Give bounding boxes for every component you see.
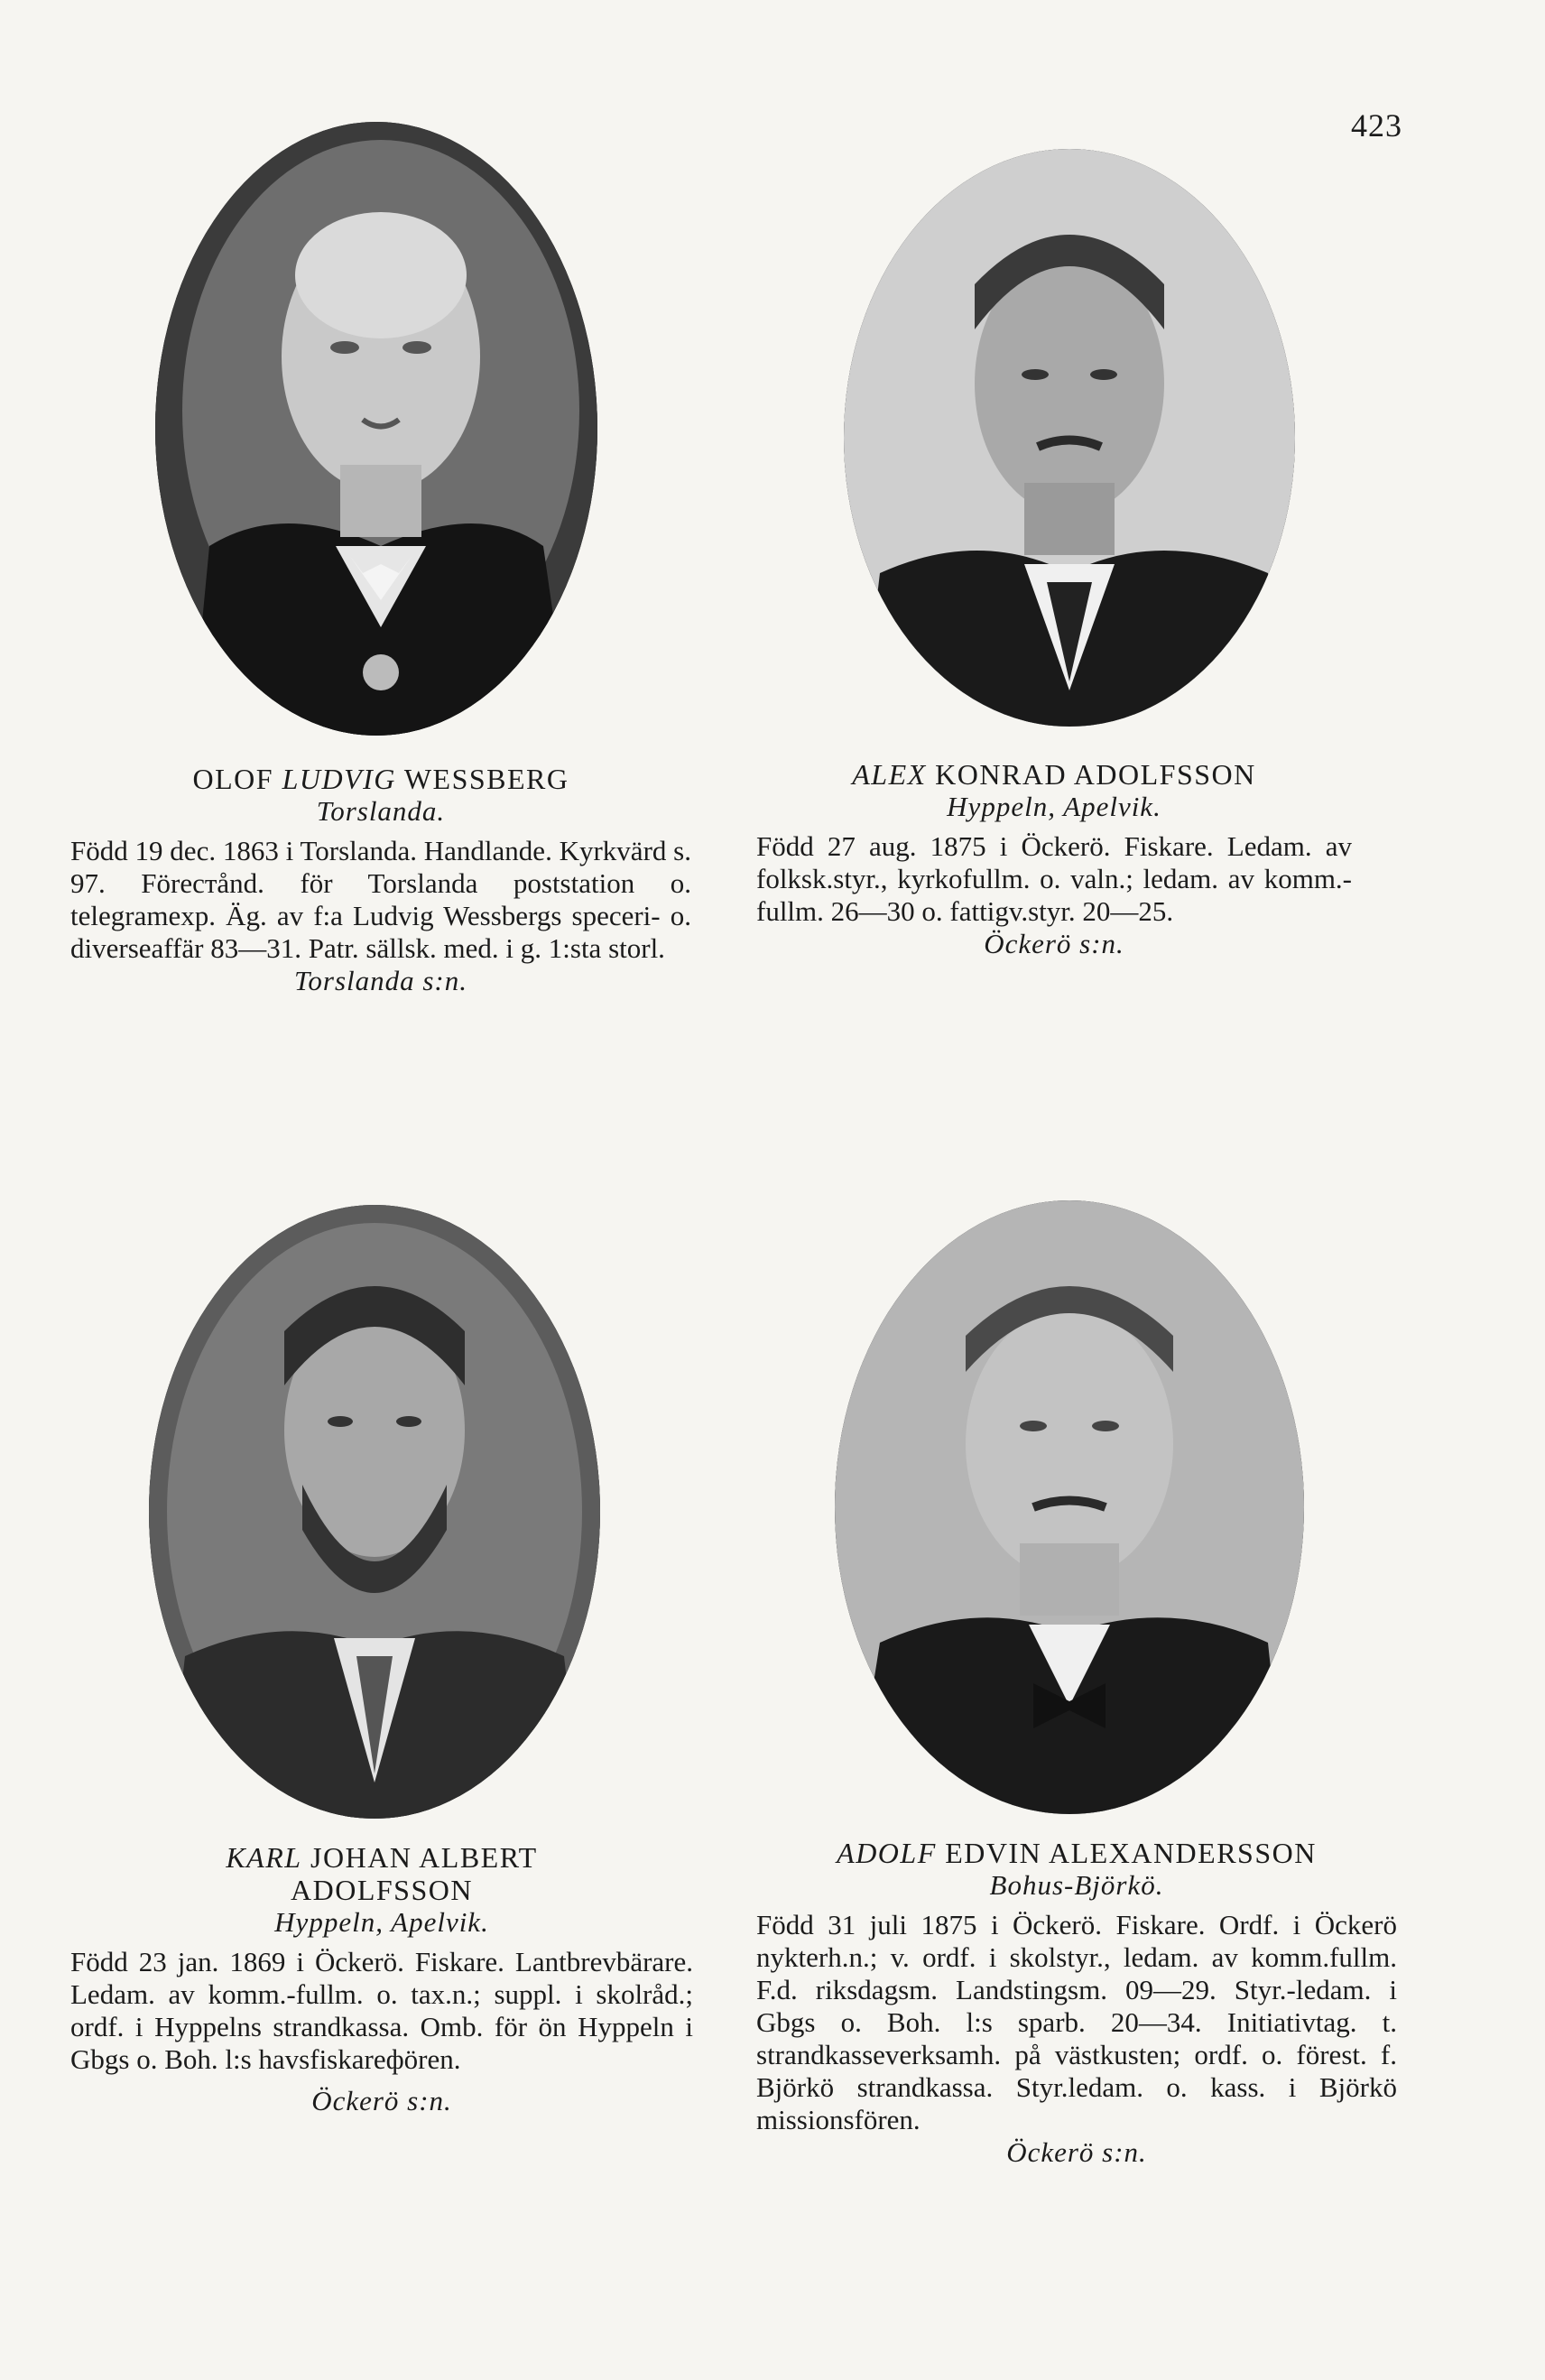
portrait-photo	[844, 149, 1295, 727]
parish: Torslanda s:n.	[293, 965, 468, 996]
person-name-line-2: ADOLFSSON	[291, 1874, 473, 1906]
portrait-illustration	[155, 122, 597, 736]
portrait-photo	[149, 1205, 600, 1819]
name-italic-part: ADOLF	[837, 1837, 937, 1869]
name-suffix: JOHAN ALBERT	[301, 1841, 538, 1874]
biography-entry	[756, 758, 1352, 960]
residence: Hyppeln, Apelvik.	[274, 1906, 489, 1938]
residence: Torslanda.	[316, 795, 446, 827]
name-italic-part: KARL	[226, 1841, 302, 1874]
residence: Hyppeln, Apelvik.	[947, 791, 1161, 822]
biography-entry	[70, 763, 691, 997]
biography-text: Född 31 juli 1875 i Öckerö. Fiskare. Ordf. i Öckerö nykterh.n.; v. ordf. i skolstyr., ledam. av komm.fullm. F.d. riksdagsm. Landstingsm. 09—29. Styr.-ledam. i Gbgs o. Boh. l:s sparb. 20—34. Initiativtag. t. strandkasseverksamh. på västkusten; ordf. o. förest. f. Björkö strandkassa. Styr.ledam. o. kass. i Björkö missionsfören.	[756, 1909, 1397, 2135]
portrait-photo	[835, 1200, 1304, 1814]
name-italic-part: ALEX	[852, 758, 927, 791]
biography-entry	[756, 1837, 1397, 2169]
biography-entry	[70, 1841, 693, 2117]
person-name	[756, 1837, 1397, 1869]
residence: Bohus-Björkö.	[989, 1869, 1164, 1901]
page-number: 423	[1351, 107, 1402, 144]
name-suffix: EDVIN ALEXANDERSSON	[936, 1837, 1317, 1869]
portrait-photo	[155, 122, 597, 736]
person-name	[70, 1841, 693, 1874]
parish: Öckerö s:n.	[311, 2085, 452, 2116]
name-italic-part: LUDVIG	[282, 763, 396, 795]
parish: Öckerö s:n.	[984, 928, 1124, 959]
biography-text: Född 23 jan. 1869 i Öckerö. Fiskare. Lantbrevbärare. Ledam. av komm.-fullm. o. tax.n.; suppl. i skolråd.; ordf. i Hyppelns strandkassa. Omb. för ön Hyppeln i Gbgs o. Boh. l:s havsfiskareфören.	[70, 1946, 693, 2075]
name-suffix: WESSBERG	[395, 763, 569, 795]
person-name	[70, 763, 691, 795]
portrait-illustration	[844, 149, 1295, 727]
portrait-illustration	[835, 1200, 1304, 1814]
biography-text: Född 19 dec. 1863 i Torslanda. Handlande. Kyrkvärd s. 97. Föreстånd. för Torslanda poststation o. telegramexp. Äg. av f:a Ludvig Wessbergs speceri- o. diverseaffär 83—31. Patr. sällsk. med. i g. 1:sta storl.	[70, 835, 691, 964]
name-suffix: KONRAD ADOLFSSON	[926, 758, 1256, 791]
name-prefix: OLOF	[192, 763, 282, 795]
portrait-illustration	[149, 1205, 600, 1819]
person-name	[756, 758, 1352, 791]
biography-text: Född 27 aug. 1875 i Öckerö. Fiskare. Ledam. av folksk.styr., kyrkofullm. o. valn.; ledam. av komm.-fullm. 26—30 o. fattigv.styr. 20—25.	[756, 830, 1352, 927]
parish: Öckerö s:n.	[1006, 2136, 1147, 2168]
